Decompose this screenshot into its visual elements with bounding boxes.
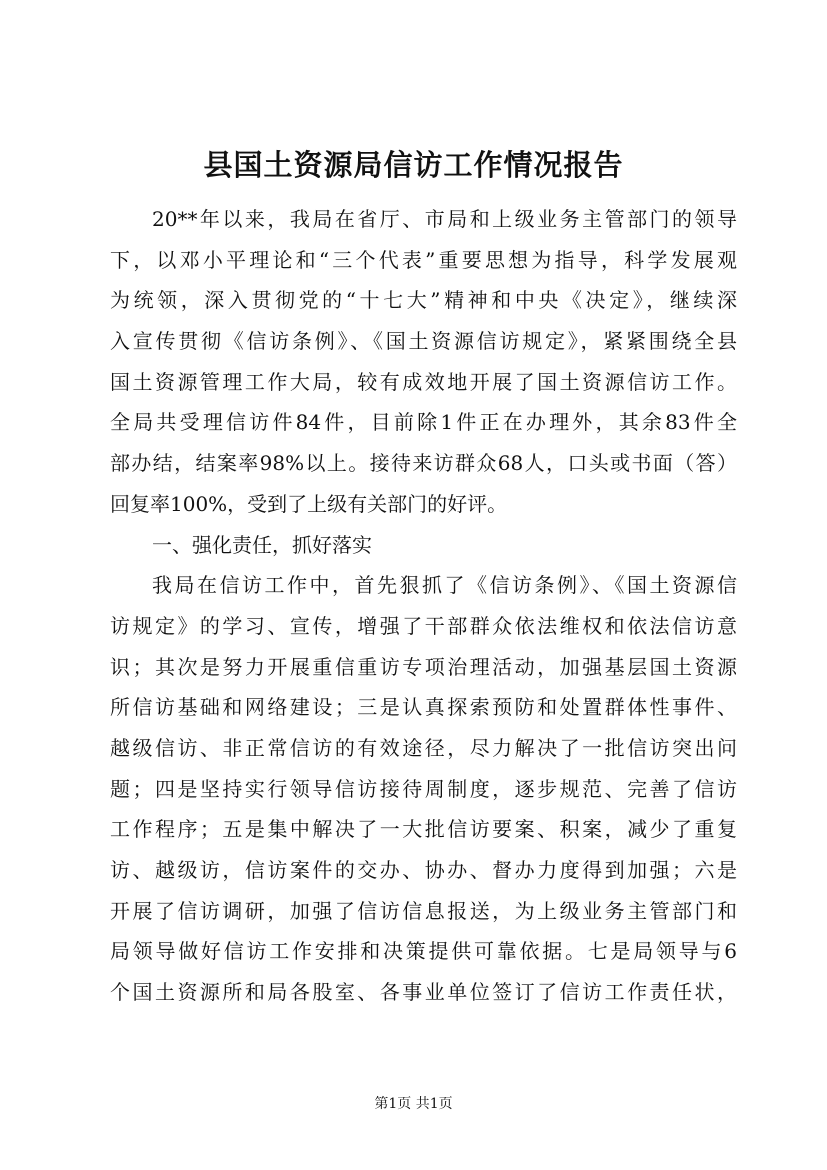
body-line: 国土资源管理工作大局，较有成效地开展了国土资源信访工作。 bbox=[110, 369, 737, 394]
body-line: 越级信访、非正常信访的有效途径，尽力解决了一批信访突出问 bbox=[110, 735, 737, 760]
body-line: 访规定》的学习、宣传，增强了干部群众依法维权和依法信访意 bbox=[110, 613, 737, 638]
body-line: 为统领，深入贯彻党的“十七大”精神和中央《决定》，继续深 bbox=[110, 288, 737, 313]
body-line: 全局共受理信访件84件，目前除1件正在办理外，其余83件全 bbox=[110, 410, 737, 435]
body-line: 20**年以来，我局在省厅、市局和上级业务主管部门的领导 bbox=[152, 207, 737, 231]
body-line: 识；其次是努力开展重信重访专项治理活动，加强基层国土资源 bbox=[110, 654, 737, 679]
section-heading: 一、强化责任，抓好落实 bbox=[152, 532, 372, 557]
body-line: 回复率100%，受到了上级有关部门的好评。 bbox=[110, 491, 508, 516]
body-line: 题；四是坚持实行领导信访接待周制度，逐步规范、完善了信访 bbox=[110, 776, 737, 801]
body-line: 局领导做好信访工作安排和决策提供可靠依据。七是局领导与6 bbox=[110, 939, 737, 964]
body-line: 开展了信访调研，加强了信访信息报送，为上级业务主管部门和 bbox=[110, 898, 737, 923]
body-line: 我局在信访工作中，首先狠抓了《信访条例》、《国土资源信 bbox=[152, 573, 737, 598]
document-title: 县国土资源局信访工作情况报告 bbox=[203, 148, 624, 182]
page-footer: 第1页 共1页 bbox=[374, 1096, 453, 1112]
body-line: 所信访基础和网络建设；三是认真探索预防和处置群体性事件、 bbox=[110, 695, 737, 720]
body-line: 入宣传贯彻《信访条例》、《国土资源信访规定》，紧紧围绕全县 bbox=[110, 329, 737, 354]
body-line: 工作程序；五是集中解决了一大批信访要案、积案，减少了重复 bbox=[110, 817, 737, 842]
body-line: 下，以邓小平理论和“三个代表”重要思想为指导，科学发展观 bbox=[110, 247, 737, 272]
body-line: 访、越级访，信访案件的交办、协办、督办力度得到加强；六是 bbox=[110, 858, 737, 882]
body-line: 部办结，结案率98%以上。接待来访群众68人，口头或书面（答） bbox=[110, 451, 737, 476]
body-line: 个国土资源所和局各股室、各事业单位签订了信访工作责任状， bbox=[110, 980, 737, 1005]
document-body bbox=[110, 199, 737, 1013]
